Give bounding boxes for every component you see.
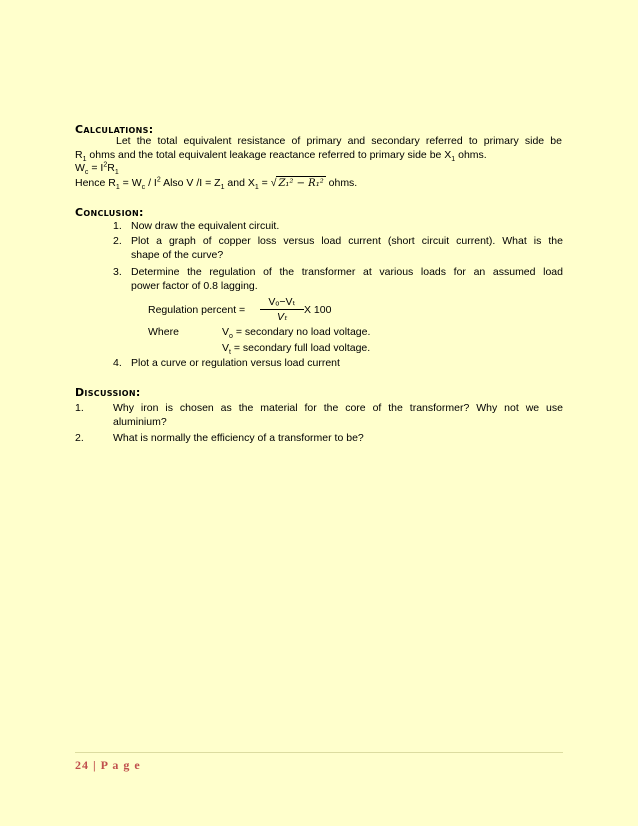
- footer-rule: [75, 752, 563, 753]
- conclusion-item-2-line-2: shape of the curve?: [131, 249, 224, 261]
- sqrt-symbol: √: [270, 177, 277, 189]
- fraction-bar: [260, 309, 304, 310]
- conclusion-item-2-line-1: Plot a graph of copper loss versus load current (short circuit current). What is the: [131, 235, 563, 247]
- page-footer: [75, 758, 141, 773]
- where-label: Where: [148, 326, 179, 338]
- calculations-line-1: Let the total equivalent resistance of primary and secondary referred to primary side be: [116, 135, 562, 147]
- regulation-label: Regulation percent =: [148, 304, 246, 316]
- vt-definition: $V_t$ = secondary full load voltage.: [222, 342, 371, 357]
- discussion-item-2-line-1: What is normally the efficiency of a transformer to be?: [113, 432, 364, 444]
- page-number: 24: [75, 758, 89, 772]
- hence-formula: Hence $R_1 = W_c / I^2$ Also V $/I = Z_1$ and $X_1$ = √ Z₁² − R₁² ohms.: [75, 176, 358, 192]
- fraction-denominator: Vₜ: [276, 311, 288, 323]
- conclusion-heading: Conclusion:: [75, 206, 144, 219]
- conclusion-item-1-number: 1.: [113, 220, 122, 232]
- footer-separator: |: [89, 758, 101, 772]
- regulation-fraction: [260, 296, 304, 323]
- page-word: P a g e: [100, 758, 141, 772]
- vo-definition: $V_o$ = secondary no load voltage.: [222, 326, 371, 341]
- sqrt-expression: Z₁² − R₁²: [278, 178, 324, 189]
- discussion-item-1-line-2: aluminium?: [113, 416, 167, 428]
- discussion-item-2-number: 2.: [75, 432, 84, 444]
- conclusion-item-4-number: 4.: [113, 357, 122, 369]
- conclusion-item-4-line-1: Plot a curve or regulation versus load current: [131, 357, 340, 369]
- discussion-item-1-line-1: Why iron is chosen as the material for the core of the transformer? Why not we use: [113, 402, 563, 414]
- conclusion-item-3-line-1: Determine the regulation of the transformer at various loads for an assumed load: [131, 266, 563, 278]
- fraction-numerator: Vₒ−Vₜ: [268, 296, 296, 308]
- discussion-heading: Discussion:: [75, 386, 141, 399]
- wc-formula: $W_c = I^2R_1$: [75, 161, 119, 177]
- conclusion-item-3-line-2: power factor of 0.8 lagging.: [131, 280, 258, 292]
- conclusion-item-2-number: 2.: [113, 235, 122, 247]
- conclusion-item-1-line-1: Now draw the equivalent circuit.: [131, 220, 280, 232]
- conclusion-item-3-number: 3.: [113, 266, 122, 278]
- calculations-line-2: $R_1$ ohms and the total equivalent leakage reactance referred to primary side be $X_1$ ohms.: [75, 149, 487, 164]
- discussion-item-1-number: 1.: [75, 402, 84, 414]
- regulation-tail: X 100: [304, 304, 332, 316]
- calculations-heading: Calculations:: [75, 123, 154, 136]
